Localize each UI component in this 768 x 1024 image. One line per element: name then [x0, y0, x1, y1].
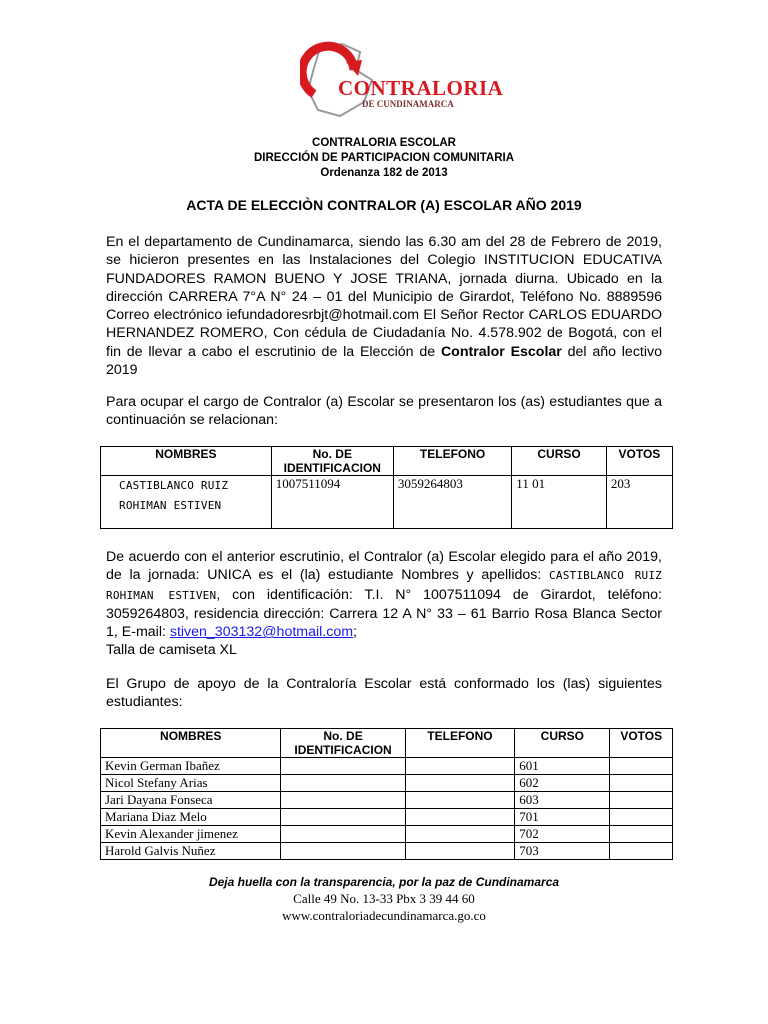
cell-curso: 602 [515, 775, 610, 792]
cell-id: 1007511094 [271, 476, 393, 529]
cell-nombre: Mariana Diaz Melo [101, 809, 281, 826]
table-row [101, 809, 673, 826]
elected-name: CASTIBLANCO RUIZ ROHIMAN ESTIVEN [106, 569, 662, 602]
support-intro: El Grupo de apoyo de la Contraloría Escolar está conformado los (las) siguientes estudiantes: [106, 676, 662, 711]
intro-bold: Contralor Escolar [440, 343, 562, 360]
intro-text: En el departamento de Cundinamarca, siendo las 6.30 am del 28 de Febrero de 2019, se hicieron presentes en las Instalaciones del Colegio INSTITUCION EDUCATIVA FUNDADORES RAMON BUENO Y JOSE TRIANA, jornada diurna. Ubicado en la dirección CARRERA 7°A N° 24 – 01 del Municipio de Girardot, Teléfono No. 8889596 Correo electrónico iefundadoresrbjt@hotmail.com El Señor Rector CARLOS EDUARDO HERNANDEZ ROMERO, Con cédula de Ciudadanía No. 4.578.902 de Bogotá, con el fin de llevar a cabo el escrutinio de la Elección de [106, 234, 662, 360]
col-nombres: NOMBRES [101, 447, 272, 476]
cell-curso: 702 [515, 826, 610, 843]
col-votos: VOTOS [606, 447, 672, 476]
table-header-row [101, 729, 673, 758]
cell-curso: 11 01 [512, 476, 607, 529]
result-text-3: ; [353, 624, 357, 641]
footer-motto: Deja huella con la transparencia, por la paz de Cundinamarca [208, 875, 560, 889]
cell-votos: 203 [606, 476, 672, 529]
cell-nombre: Kevin Alexander jimenez [101, 826, 281, 843]
logo-subtitle: DE CUNDINAMARCA [362, 99, 454, 109]
document-title: ACTA DE ELECCIÒN CONTRALOR (A) ESCOLAR AÑO 2019 [186, 197, 582, 213]
candidates-intro: Para ocupar el cargo de Contralor (a) Escolar se presentaron los (as) estudiantes que a continuación se relacionan: [106, 394, 662, 429]
cell-curso: 703 [515, 843, 610, 860]
cell-nombre: Nicol Stefany Arias [101, 775, 281, 792]
result-text-1: De acuerdo con el anterior escrutinio, el Contralor (a) Escolar elegido para el año 2019, de la jornada: UNICA es el (la) estudiante Nombres y apellidos: [106, 549, 662, 584]
footer-address: Calle 49 No. 13-33 Pbx 3 39 44 60 [293, 891, 475, 906]
cell-curso: 603 [515, 792, 610, 809]
logo [300, 40, 504, 120]
table-row [101, 792, 673, 809]
result-text-2: , con identificación: T.I. N° 1007511094 de Girardot, teléfono: 3059264803, residencia dirección: Carrera 12 A N° 33 – 61 Barrio Rosa Blanca Sector 1, E-mail: [106, 586, 662, 641]
table-row [101, 843, 673, 860]
col-votos: VOTOS [610, 729, 673, 758]
cell-curso: 701 [515, 809, 610, 826]
col-nombres: NOMBRES [101, 729, 281, 758]
logo-wordmark: CONTRALORIA [338, 76, 504, 100]
support-table [100, 728, 673, 860]
cell-telefono: 3059264803 [393, 476, 511, 529]
intro-tail: del año lectivo 2019 [106, 343, 662, 379]
cell-nombre: CASTIBLANCO RUIZ ROHIMAN ESTIVEN [101, 476, 272, 529]
col-telefono: TELEFONO [393, 447, 511, 476]
col-curso: CURSO [515, 729, 610, 758]
col-telefono: TELEFONO [405, 729, 515, 758]
cell-curso: 601 [515, 758, 610, 775]
table-row [101, 826, 673, 843]
shirt-size: Talla de camiseta XL [106, 642, 237, 659]
cell-nombre: Harold Galvis Nuñez [101, 843, 281, 860]
table-row [101, 476, 673, 529]
table-header-row [101, 447, 673, 476]
col-curso: CURSO [512, 447, 607, 476]
table-row [101, 775, 673, 792]
result-paragraph [106, 548, 662, 660]
header-line-1: CONTRALORIA ESCOLAR [312, 137, 456, 149]
candidates-table [100, 446, 673, 529]
cell-nombre: Kevin German Ibañez [101, 758, 281, 775]
col-identificacion: No. DE IDENTIFICACION [271, 447, 393, 476]
header-line-3: Ordenanza 182 de 2013 [320, 167, 448, 179]
intro-paragraph [106, 233, 662, 379]
email-link[interactable]: stiven_303132@hotmail.com [169, 624, 354, 641]
cell-nombre: Jari Dayana Fonseca [101, 792, 281, 809]
col-identificacion: No. DE IDENTIFICACION [281, 729, 405, 758]
header-line-2: DIRECCIÓN DE PARTICIPACION COMUNITARIA [253, 152, 515, 164]
table-row [101, 758, 673, 775]
footer-web: www.contraloriadecundinamarca.go.co [282, 908, 486, 923]
